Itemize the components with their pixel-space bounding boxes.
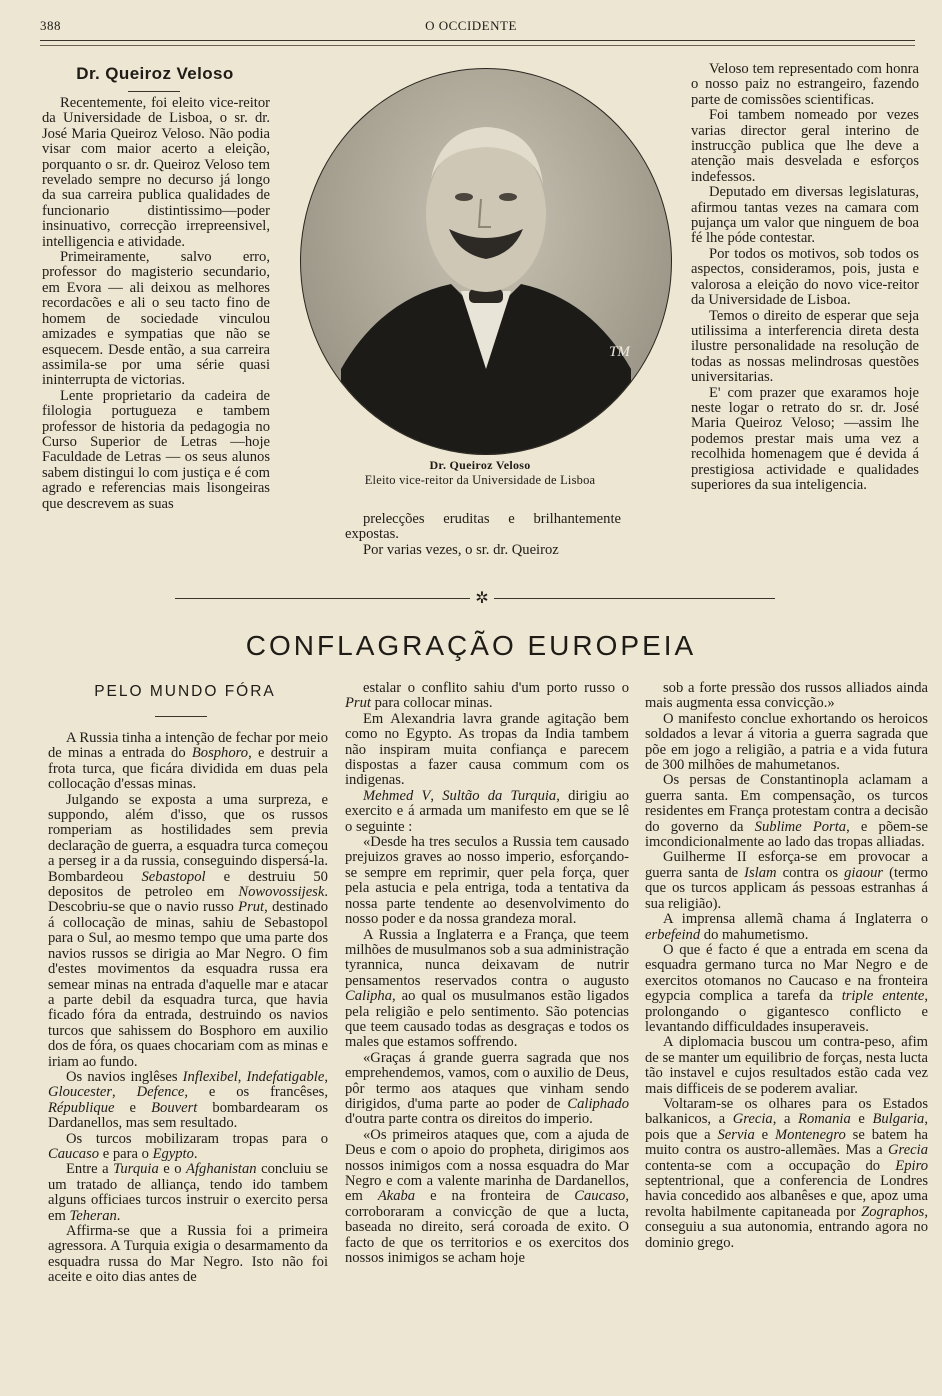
paragraph: Primeiramente, salvo erro, professor do magisterio secundario, em Evora — ali deixou as melhores recordacões e ali o seu tacto fino de homem de sociedade vinculou amizades e sympatias que não se esquecem. Desde então, a sua carreira assimila-se por uma série quasi ininterrupta de victorias. [42,249,270,389]
ornament-icon: ✲ [470,588,494,608]
artist-signature: TM [609,344,630,360]
bio-column-3 [691,62,919,493]
paragraph: Temos o direito de esperar que seja utilissima a interferencia direta desta ilustre personalidade na resolução de todas as nossas melindrosas questões universitarias. [691,307,919,386]
paragraph: «Desde ha tres seculos a Russia tem causado prejuizos graves ao nosso imperio, esforçando-se sempre em reprimir, quer pela força, quer pela astucia e pela entriga, toda a tentativa da nossa parte tendente ao desenvolvimento do nosso poder e da nossa grandeza moral. [345,834,629,928]
paragraph: A imprensa allemã chama á Inglaterra o erbefeind do mahumetismo. [645,911,928,943]
paragraph: Por varias vezes, o sr. dr. Queiroz [363,541,559,558]
header-rule [40,40,915,41]
paragraph: Os persas de Constantinopla aclamam a guerra santa. Em compensação, os turcos residentes em França protestam contra a decisão do governo da Sublime Porta, e põem-se imcondicionalmente ao lado das tropas alliadas. [645,772,928,851]
portrait-caption-name: Dr. Queiroz Veloso [429,458,531,472]
paragraph: Entre a Turquia e o Afghanistan concluiu se um tratado de alliança, tendo ido tambem alguns officiaes turcos instruir o exercito persa em Teheran. [48,1161,328,1224]
portrait-figure [301,69,671,454]
article-column-2 [345,681,629,1266]
paragraph: Guilherme II esforça-se em provocar a guerra santa de Islam contra os giaour (termo que os turcos applicam ás pessoas estranhas á sua religião). [645,849,928,912]
bio-column-2 [345,512,621,558]
paragraph: Affirma-se que a Russia foi a primeira agressora. A Turquia exigia o desarmamento da esquadra russa do Mar Negro. Isto não foi aceite e oito dias antes de [48,1223,328,1286]
bio-title-rule [128,91,180,92]
paragraph: sob a forte pressão dos russos alliados ainda mais augmenta essa convicção.» [645,680,928,712]
journal-title: O OCCIDENTE [425,18,517,33]
paragraph: A Russia a Inglaterra e a França, que teem milhões de musulmanos sob a sua administração tyrannica, nunca deixavam de nutrir pensamentos reservados contra o augusto Calipha, ao qual os musulmanos estão ligados pela religião e pelo sentimento. São potencias que teem causado todas as desgraças e todos os males que estamos soffrendo. [345,926,629,1051]
paragraph: Foi tambem nomeado por vezes varias director geral interino de instrucção publica que lhe deve a atenção mais desvelada e esforços indefessos. [691,107,919,185]
paragraph: Por todos os motivos, sob todos os aspectos, consideramos, pois, justa e valorosa a eleição do novo vice-reitor da Universidade de Lisboa. [691,245,919,309]
paragraph: O manifesto conclue exhortando os heroicos soldados a levar á vitoria a guerra sagrada que põe em jogo a religião, a patria e a vida futura de 300 milhões de mahumetanos. [645,710,928,774]
paragraph: E' com prazer que exaramos hoje neste logar o retrato do sr. dr. José Maria Queiroz Veloso; —assim lhe podemos prestar mais uma vez a recolhida homenagem que é devida á prestigiosa actividade e qualidades superiores da sua inteligencia. [691,384,919,493]
paragraph: O que é facto é que a entrada em scena da esquadra germano turca no Mar Negro e de exercitos otomanos no Caucaso e na fronteira egypcia complica a tarefa da triple entente, prolongando o gigantesco conflicto e levantando difficuldades insuperaveis. [645,941,928,1035]
paragraph: Veloso tem representado com honra o nosso paiz no estrangeiro, fazendo parte de comissões scientificas. [691,61,919,108]
paragraph: Julgando se exposta a uma surpreza, e suppondo, além d'isso, que os russos romperiam as hostilidades sem previa declaração de guerra, a esquadra turca começou a perseg ir a da russia, conseguindo dispersá-la. Bombardeou Sebastopol e destruiu 50 depositos de petroleo em Nowovossijesk. Descobriu-se que o navio russo Prut, destinado á collocação de minas, sahiu de Sebastopol para o Sul, ao mesmo tempo que uma parte dos navios russos se dirigia ao Mar Negro. O fim d'estes movimentos da esquadra russa era semear minas na entrada d'aquelle mar e atacar a parte debil da esquadra turca, que havia ficado fóra da entrada, destruindo os navios turcos que sahissem do Bosphoro em auxilio dos de fóra, os quaes chocariam com as minas e iriam ao fundo. [48,791,328,1070]
paragraph: A Russia tinha a intenção de fechar por meio de minas a entrada do Bosphoro, e destruir a frota turca, que ficára dividida em duas pela collocação d'essas minas. [48,730,328,793]
header-rule-thin [40,45,915,46]
paragraph: Os navios inglêses Inflexibel, Indefatigable, Gloucester, Defence, e os francêses, République e Bouvert bombardearam os Dardanellos, mas sem resultado. [48,1068,329,1132]
paragraph: prelecções eruditas e brilhantemente expostas. [345,511,621,543]
paragraph: «Os primeiros ataques que, com a ajuda de Deus e com o apoio do propheta, dirigimos aos nossos inimigos com a nossa esquadra do Mar Negro e com a valente marinha de Dardanellos, em Akaba e na fronteira de Caucaso, corroboraram a convicção de que a lucta, baseada no direito, será coroada de exito. O facto de que os territorios e os exercitos dos nossos inimigos se acham hoje [345,1126,629,1267]
portrait-photo [300,68,672,455]
article-title: CONFLAGRAÇÃO EUROPEIA [245,630,697,661]
paragraph: Recentemente, foi eleito vice-reitor da Universidade de Lisboa, o sr. dr. José Maria Queiroz Veloso. Não podia visar com maior acerto a eleição, porquanto o sr. dr. Queiroz Veloso tem revelado sempre no decurso já longo da sua carreira publica qualidades de funcionario distintissimo—poder insinuativo, correcção irrepreensivel, intelligencia e atividade. [42,95,270,250]
paragraph: Voltaram-se os olhares para os Estados balkanicos, a Grecia, a Romania e Bulgaria, pois que a Servia e Montenegro se batem ha muito contra os austro-allemães. Mas a Grecia contenta-se com a occupação do Epiro septentrional, que a conferencia de Londres havia concedido aos albanêses e que, apoz uma revolta habilmente capitaneada por Zographos, conseguiu a sua autonomia, entrando agora no dominio grego. [645,1095,928,1251]
paragraph: «Graças á grande guerra sagrada que nos emprehendemos, vamos, com o auxilio de Deus, pôr termo aos ataques que vinham sendo dirigidos, d'uma parte ao poder de Caliphado d'outra parte contra os direitos do imperio. [345,1049,629,1128]
paragraph: Mehmed V, Sultão da Turquia, dirigiu ao exercito e á armada um manifesto em que se lê o seguinte : [345,787,629,835]
portrait-caption-role: Eleito vice-reitor da Universidade de Lisboa [364,473,596,487]
bio-column-1 [42,96,270,512]
paragraph: Lente proprietario da cadeira de filologia portugueza e tambem professor de historia da pedagogia no Curso Superior de Letras —hoje Faculdade de Letras — os seus alunos sabem distingui lo com justiça e é com agrado e referencias mais lisongeiras que descrevem as suas [42,387,270,512]
paragraph: Em Alexandria lavra grande agitação bem como no Egypto. As tropas da India tambem não inspiram muita confiança e parecem dispostas a fazer causa commum com os indigenas. [345,710,629,789]
paragraph: Os turcos mobilizaram tropas para o Caucaso e para o Egypto. [48,1130,328,1162]
article-column-1 [48,731,328,1286]
paragraph: Deputado em diversas legislaturas, afirmou tantas vezes na camara com pujança um valor que ninguem de boa fé lhe póde contestar. [691,184,919,247]
subtitle-rule [155,716,207,717]
paragraph: estalar o conflito sahiu d'um porto russo o Prut para collocar minas. [345,680,629,712]
page-number: 388 [40,18,61,33]
bio-title: Dr. Queiroz Veloso [76,64,234,83]
article-column-3 [645,681,928,1251]
paragraph: A diplomacia buscou um contra-peso, afim de se manter um equilibrio de forças, nesta lucta tão instavel e cujos resultados estão cada vez mais difficeis de se poderem avaliar. [645,1034,928,1097]
article-subtitle: PELO MUNDO FÓRA [94,683,276,700]
